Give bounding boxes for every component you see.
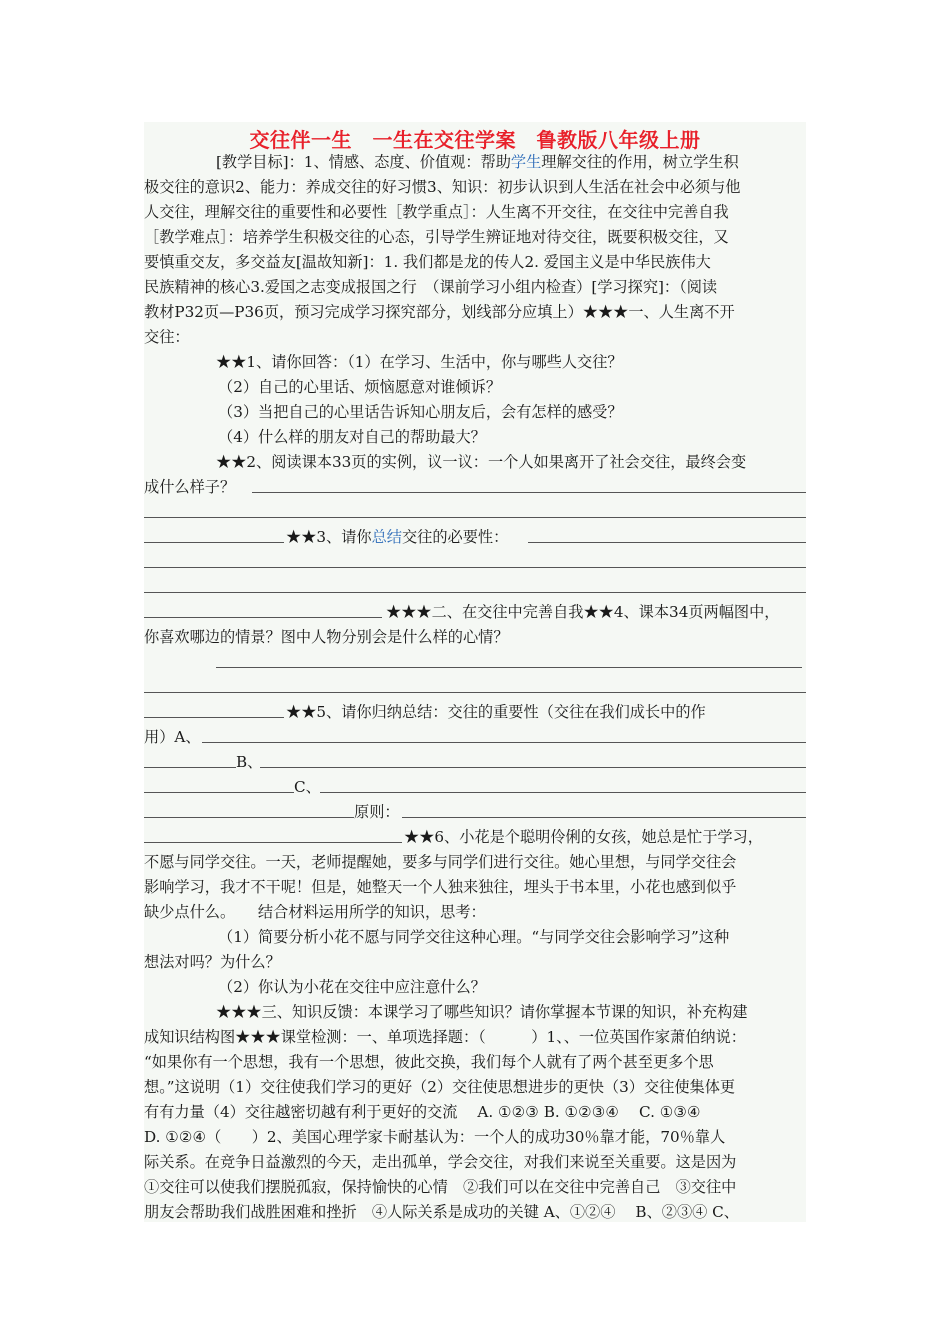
text-line: 不愿与同学交往。一天，老师提醒她，要多与同学们进行交往。她心里想，与同学交往会 [144,853,737,871]
answer-line[interactable] [144,842,402,843]
question-line: ★★6、小花是个聪明伶俐的女孩，她总是忙于学习， [404,828,763,846]
answer-line[interactable] [144,617,382,618]
text-line: 成知识结构图★★★课堂检测：一、单项选择题：（ ）1、、一位英国作家萧伯纳说： [144,1028,746,1046]
question-line: 成什么样子？ [144,478,236,496]
question-line: ★★3、请你总结交往的必要性： [286,528,509,546]
text-line: ［教学难点］：培养学生积极交往的心态，引导学生辨证地对待交往，既要积极交往，又 [144,228,729,246]
text-line: [教学目标]：1、情感、态度、价值观：帮助学生理解交往的作用，树立学生积 [216,153,739,171]
answer-line[interactable] [402,817,806,818]
answer-line[interactable] [144,717,284,718]
question-line: 用）A、 [144,728,201,746]
link-word[interactable]: 总结 [371,528,402,546]
text-line: ①交往可以使我们摆脱孤寂，保持愉快的心情 ②我们可以在交往中完善自己 ③交往中 [144,1178,737,1196]
link-word[interactable]: 学生 [510,153,542,171]
document-title: 交往伴一生 一生在交往学案 鲁教版八年级上册 [249,128,701,152]
question-line: （3）当把自己的心里话告诉知心朋友后，会有怎样的感受？ [218,403,623,421]
text-line: 想。”这说明（1）交往使我们学习的更好（2）交往使思想进步的更快（3）交往使集体更 [144,1078,736,1096]
question-line: （4）什么样的朋友对自己的帮助最大？ [218,428,486,446]
answer-line[interactable] [252,492,806,493]
text-line: 极交往的意识2、能力：养成交往的好习惯3、知识：初步认识到人生活在社会中必须与他 [144,178,741,196]
answer-line[interactable] [216,667,802,668]
text-line: “如果你有一个思想，我有一个思想，彼此交换，我们每个人就有了两个甚至更多个思 [144,1053,714,1071]
answer-line[interactable] [144,542,284,543]
question-line: （1）简要分析小花不愿与同学交往这种心理。“与同学交往会影响学习”这种 [218,928,730,946]
answer-line[interactable] [320,792,806,793]
section-heading: ★★★二、在交往中完善自我★★4、课本34页两幅图中， [386,603,780,621]
question-line: （2）你认为小花在交往中应注意什么？ [218,978,486,996]
answer-line[interactable] [144,517,806,518]
text-line: 教材P32页—P36页，预习完成学习探究部分，划线部分应填上）★★★一、人生离不开 [144,303,735,321]
answer-line[interactable] [144,792,294,793]
question-line: 原则： [354,803,400,821]
text-line: 朋友会帮助我们战胜困难和挫折 ④人际关系是成功的关键 A、①②④ B、②③④ C、 [144,1203,739,1221]
text-line: 有有力量（4）交往越密切越有利于更好的交流 A. ①②③ B. ①②③④ C. ①③④ [144,1103,701,1121]
text-line: 际关系。在竞争日益激烈的今天，走出孤单，学会交往，对我们来说至关重要。这是因为 [144,1153,737,1171]
text-line: 要慎重交友，多交益友[温故知新]：1. 我们都是龙的传人2. 爱国主义是中华民族伟大 [144,253,711,271]
question-line: C、 [294,778,321,796]
text-line: 缺少点什么。 结合材料运用所学的知识，思考： [144,903,486,921]
answer-line[interactable] [144,692,806,693]
text-line: D. ①②④（ ）2、美国心理学家卡耐基认为：一个人的成功30％靠才能，70％靠人 [144,1128,726,1146]
text-line: 影响学习，我才不干呢！但是，她整天一个人独来独往，埋头于书本里，小花也感到似乎 [144,878,737,896]
answer-line[interactable] [260,767,806,768]
question-line: 你喜欢哪边的情景？图中人物分别会是什么样的心情？ [144,628,509,646]
question-line: 想法对吗？为什么？ [144,953,281,971]
text-line: 民族精神的核心3.爱国之志变成报国之行 （课前学习小组内检查）[学习探究]：（阅读 [144,278,718,296]
document-page [144,122,806,1222]
question-line: B、 [236,753,263,771]
answer-line[interactable] [528,542,806,543]
question-line: ★★2、阅读课本33页的实例，议一议：一个人如果离开了社会交往，最终会变 [216,453,747,471]
answer-line[interactable] [144,592,806,593]
section-heading: ★★★三、知识反馈：本课学习了哪些知识？请你掌握本节课的知识，补充构建 [216,1003,748,1021]
text-line: 交往： [144,328,190,346]
question-line: ★★5、请你归纳总结：交往的重要性（交往在我们成长中的作 [286,703,706,721]
answer-line[interactable] [144,567,806,568]
answer-line[interactable] [202,742,806,743]
question-line: ★★1、请你回答：（1）在学习、生活中，你与哪些人交往？ [216,353,623,371]
answer-line[interactable] [144,767,236,768]
text-line: 人交往，理解交往的重要性和必要性［教学重点］：人生离不开交往，在交往中完善自我 [144,203,729,221]
answer-line[interactable] [144,817,354,818]
question-line: （2）自己的心里话、烦恼愿意对谁倾诉？ [218,378,502,396]
